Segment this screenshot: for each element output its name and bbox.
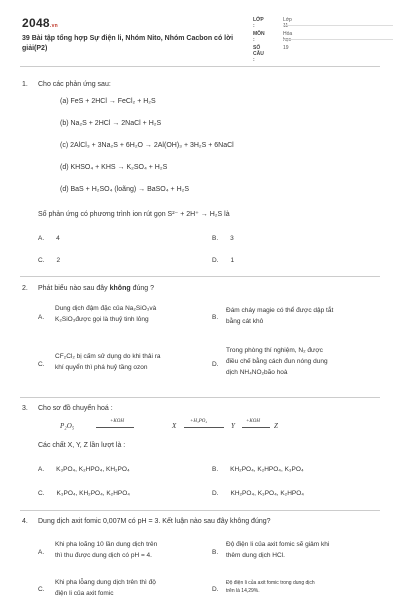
option-line: Khi pha lỗang dung dịch trên thì độ <box>55 579 156 586</box>
arrow-icon <box>96 427 134 428</box>
scheme-x: X <box>172 422 177 430</box>
reaction-item: (d) KHSO₄ + KHS → K₂SO₄ + H₂S <box>60 164 168 171</box>
option-line: bằng cát khô <box>226 318 264 325</box>
option-line: khí quyển thì phá huỷ tầng ozon <box>55 364 148 371</box>
scheme-reagent: +H₃PO₄ <box>190 419 208 424</box>
option-line: Đám cháy magie có thể được dập tắt <box>226 307 334 314</box>
question-text-emphasis: không <box>109 285 131 292</box>
option-label: C. <box>38 586 45 593</box>
option-line: trên là 14,29%. <box>226 588 260 594</box>
question-text: Cho sơ đồ chuyển hoá : <box>38 405 113 412</box>
answer-option-c[interactable] <box>38 490 130 497</box>
option-text: KH₂PO₄, K₂HPO₄, K₃PO₄ <box>230 466 304 473</box>
option-text <box>55 577 156 599</box>
question-number: 2. <box>22 285 28 292</box>
option-text <box>55 539 157 561</box>
option-line: điều chế bằng cách đun nóng dung <box>226 358 328 365</box>
question-text <box>38 285 154 292</box>
option-label: A. <box>38 235 45 242</box>
option-label: D. <box>212 490 219 497</box>
option-label: C. <box>38 490 45 497</box>
document-title: 39 Bài tập tổng hợp Sự điện li, Nhóm Nito, Nhóm Cacbon có lời giải(P2) <box>22 35 234 52</box>
option-line: K₂SiO₃được gọi là thuỷ tinh lỏng <box>55 316 149 323</box>
reaction-item: (a) FeS + 2HCl → FeCl₂ + H₂S <box>60 98 156 105</box>
site-logo[interactable] <box>22 16 58 30</box>
option-line: CF₂Cl₂ bị cấm sử dụng do khi thải ra <box>55 353 161 360</box>
arrow-icon <box>242 427 270 428</box>
divider <box>20 276 380 277</box>
meta-key: SỐ CÂU : <box>253 45 264 63</box>
meta-value: Hóa học <box>283 31 293 43</box>
reaction-item: (d) BaS + H₂SO₄ (loãng) → BaSO₄ + H₂S <box>60 186 190 193</box>
answer-option-b[interactable] <box>212 466 304 473</box>
option-text: K₃PO₄, K₂HPO₄, KH₂PO₄ <box>56 466 130 473</box>
question-prompt: Các chất X, Y, Z lần lượt là : <box>38 442 126 449</box>
answer-option-d[interactable] <box>212 257 234 264</box>
question-text: Dung dịch axit fomic 0,007M có pH = 3. Kết luận nào sau đây không đúng? <box>38 518 271 525</box>
option-text <box>226 539 329 561</box>
option-line: điện li của axit fomic <box>55 590 114 597</box>
option-text: 4 <box>56 235 60 242</box>
scheme-reagent: +KOH <box>246 419 260 424</box>
option-text: K₃PO₄, KH₂PO₄, K₂HPO₄ <box>56 490 130 497</box>
option-label: A. <box>38 549 45 556</box>
question-text: Cho các phản ứng sau: <box>38 81 111 88</box>
option-text: KH₂PO₄, K₃PO₄, K₂HPO₄ <box>230 490 304 497</box>
option-text <box>55 351 161 373</box>
option-label: B. <box>212 549 219 556</box>
arrow-icon <box>184 427 224 428</box>
option-line: Trong phòng thí nghiệm, N₂ được <box>226 347 323 354</box>
reaction-item: (b) Na₂S + 2HCl → 2NaCl + H₂S <box>60 120 162 127</box>
option-text: 2 <box>56 257 61 264</box>
question-prompt: Số phản ứng có phương trình ion rút gọn S²⁻ + 2H⁺ → H₂S là <box>38 211 230 218</box>
option-line: thì thu được dung dịch có pH = 4. <box>55 552 152 559</box>
logo-suffix: .vn <box>49 23 59 29</box>
option-line: Độ điện li của axit fomic sẽ giảm khi <box>226 541 330 548</box>
answer-option-a[interactable] <box>38 235 60 242</box>
meta-value: Lớp 11 <box>283 17 292 29</box>
answer-option-a[interactable] <box>38 466 130 473</box>
scheme-y: Y <box>231 422 235 430</box>
question-text-end: đúng ? <box>130 285 154 292</box>
divider <box>20 510 380 511</box>
option-label: D. <box>212 586 219 593</box>
question-text-start: Phát biểu nào sau đây <box>38 285 110 292</box>
option-text <box>226 305 333 327</box>
meta-value: 19 <box>283 45 289 51</box>
question-number: 1. <box>22 81 28 88</box>
meta-key: MÔN : <box>253 31 265 43</box>
option-line: Dung dịch đậm đặc của Na₂SiO₃và <box>55 305 157 312</box>
option-label: C. <box>38 257 45 264</box>
option-line: Độ điện li của axit fomic trong dung dịch <box>226 580 315 586</box>
option-line: dịch NH₄NO₂bão hoà <box>226 369 288 376</box>
option-label: A. <box>38 314 45 321</box>
option-label: B. <box>212 466 219 473</box>
question-number: 4. <box>22 518 28 525</box>
answer-option-c[interactable] <box>38 257 60 264</box>
option-label: B. <box>212 314 219 321</box>
option-label: C. <box>38 361 45 368</box>
scheme-z: Z <box>274 422 278 430</box>
question-number: 3. <box>22 405 28 412</box>
option-label: A. <box>38 466 45 473</box>
divider <box>20 66 380 67</box>
scheme-reagent: +KOH <box>110 419 124 424</box>
option-text <box>55 303 156 325</box>
scheme-start: P₂O₅ <box>60 422 75 430</box>
answer-option-b[interactable] <box>212 235 234 242</box>
meta-underline <box>283 25 393 26</box>
option-line: thêm dung dịch HCl. <box>226 552 285 559</box>
header <box>0 0 400 62</box>
meta-underline <box>283 39 393 40</box>
option-label: B. <box>212 235 219 242</box>
option-text: 1 <box>230 257 235 264</box>
option-label: D. <box>212 257 219 264</box>
option-text <box>226 579 315 595</box>
logo-main: 2048 <box>22 16 50 30</box>
reaction-item: (c) 2AlCl₃ + 3Na₂S + 6H₂O → 2Al(OH)₃ + 3H₂S + 6NaCl <box>60 142 234 149</box>
answer-option-d[interactable] <box>212 490 304 497</box>
option-line: Khi pha loãng 10 lần dung dịch trên <box>55 541 158 548</box>
divider <box>20 397 380 398</box>
meta-key: LỚP : <box>253 17 264 29</box>
option-text <box>226 345 328 378</box>
option-label: D. <box>212 361 219 368</box>
option-text: 3 <box>230 235 234 242</box>
